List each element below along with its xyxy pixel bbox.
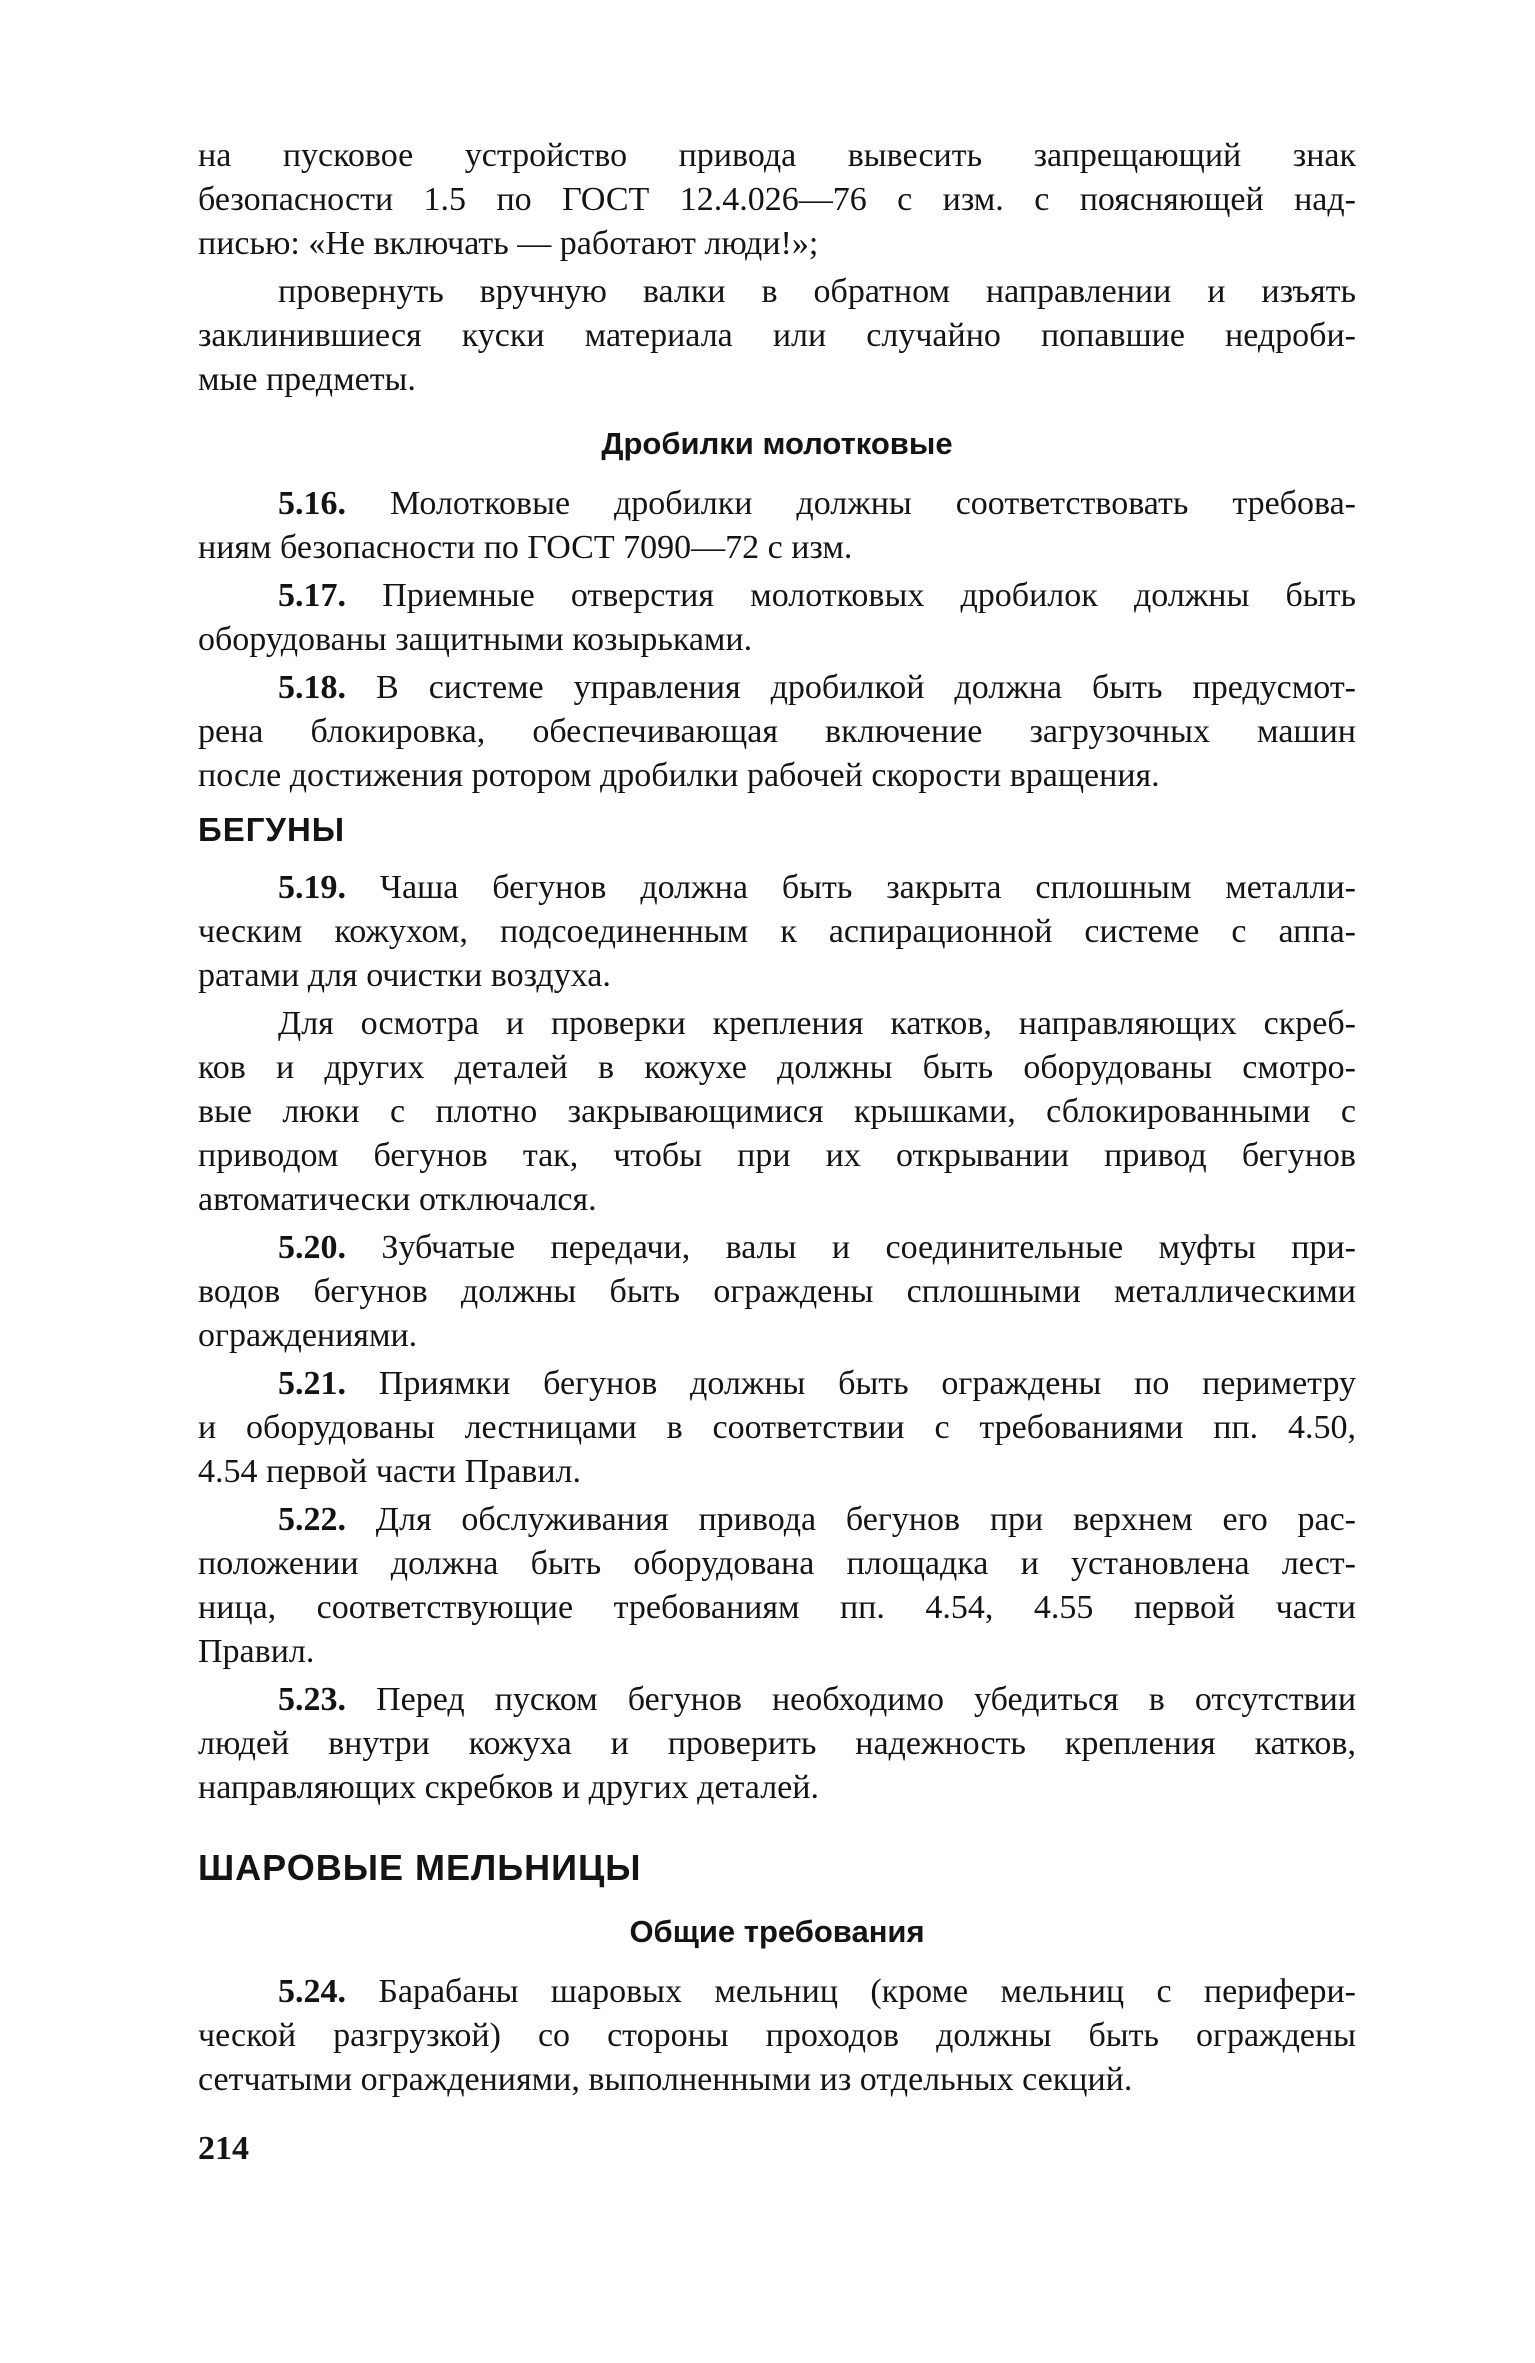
line-text: оборудованы защитными козырьками. xyxy=(198,621,753,658)
page-number: 214 xyxy=(198,2130,249,2167)
text-line xyxy=(198,1002,1356,1046)
text-line xyxy=(198,754,1356,798)
text-line xyxy=(198,1450,1356,1494)
text-line xyxy=(198,1090,1356,1134)
clause-5-20 xyxy=(198,1226,1356,1358)
line-text: 4.54 первой части Правил. xyxy=(198,1453,581,1490)
text-line xyxy=(198,1766,1356,1810)
clause-5-23 xyxy=(198,1678,1356,1810)
line-text: ница, соответствующие требованиям пп. 4.54, 4.55 первой части xyxy=(198,1589,1356,1626)
text-line xyxy=(198,618,1356,662)
line-text: вые люки с плотно закрывающимися крышками, сблокированными с xyxy=(198,1093,1356,1130)
text-line xyxy=(198,954,1356,998)
clause-number: 5.20. xyxy=(278,1229,346,1266)
line-text: на пусковое устройство привода вывесить запрещающий знак xyxy=(198,137,1356,174)
clause-5-22 xyxy=(198,1498,1356,1674)
line-text: водов бегунов должны быть ограждены сплошными металлическими xyxy=(198,1273,1356,1310)
line-text: писью: «Не включать — работают люди!»; xyxy=(198,225,819,262)
paragraph xyxy=(198,270,1356,402)
line-text: Чаша бегунов должна быть закрыта сплошным металли- xyxy=(379,869,1356,906)
text-line xyxy=(198,358,1356,402)
clause-number: 5.17. xyxy=(278,577,346,614)
clause-5-21 xyxy=(198,1362,1356,1494)
line-text: Барабаны шаровых мельниц (кроме мельниц с перифери- xyxy=(378,1973,1356,2010)
line-text: мые предметы. xyxy=(198,361,416,398)
line-text: Для обслуживания привода бегунов при верхнем его рас- xyxy=(375,1501,1356,1538)
text-line xyxy=(198,1134,1356,1178)
line-text: Зубчатые передачи, валы и соединительные муфты при- xyxy=(381,1229,1356,1266)
text-line xyxy=(198,1314,1356,1358)
clause-5-18 xyxy=(198,666,1356,798)
text-line xyxy=(198,1270,1356,1314)
clause-5-24 xyxy=(198,1970,1356,2102)
line-text: ниям безопасности по ГОСТ 7090—72 с изм. xyxy=(198,529,853,566)
line-text: после достижения ротором дробилки рабочей скорости вращения. xyxy=(198,757,1160,794)
clause-number: 5.23. xyxy=(278,1681,346,1718)
line-text: и оборудованы лестницами в соответствии с требованиями пп. 4.50, xyxy=(198,1409,1356,1446)
clause-number: 5.21. xyxy=(278,1365,346,1402)
line-text: Для осмотра и проверки крепления катков, направляющих скреб- xyxy=(278,1005,1356,1042)
line-text: направляющих скребков и других деталей. xyxy=(198,1769,819,1806)
text-line xyxy=(198,2014,1356,2058)
clause-number: 5.24. xyxy=(278,1973,346,2010)
line-text: людей внутри кожуха и проверить надежность крепления катков, xyxy=(198,1725,1356,1762)
clause-number: 5.16. xyxy=(278,485,346,522)
text-line xyxy=(198,482,1356,526)
clause-5-17 xyxy=(198,574,1356,662)
clause-number: 5.22. xyxy=(278,1501,346,1538)
text-line xyxy=(198,1362,1356,1406)
text-line xyxy=(198,666,1356,710)
section-heading: ШАРОВЫЕ МЕЛЬНИЦЫ xyxy=(198,1847,642,1888)
line-text: рена блокировка, обеспечивающая включение загрузочных машин xyxy=(198,713,1356,750)
clause-5-16 xyxy=(198,482,1356,570)
text-line xyxy=(198,1722,1356,1766)
clause-5-19 xyxy=(198,866,1356,998)
text-line xyxy=(198,1630,1356,1674)
line-text: приводом бегунов так, чтобы при их открывании привод бегунов xyxy=(198,1137,1356,1174)
line-text: автоматически отключался. xyxy=(198,1181,597,1218)
subsection-heading: Дробилки молотковые xyxy=(601,426,953,461)
text-line xyxy=(198,866,1356,910)
text-line xyxy=(198,574,1356,618)
text-line xyxy=(198,1498,1356,1542)
line-text: ков и других деталей в кожухе должны быть оборудованы смотро- xyxy=(198,1049,1356,1086)
text-line xyxy=(198,1178,1356,1222)
text-line xyxy=(198,222,1356,266)
text-line xyxy=(198,1406,1356,1450)
paragraph xyxy=(198,134,1356,266)
text-line xyxy=(198,1542,1356,1586)
line-text: сетчатыми ограждениями, выполненными из отдельных секций. xyxy=(198,2061,1133,2098)
text-line xyxy=(198,1046,1356,1090)
line-text: ратами для очистки воздуха. xyxy=(198,957,611,994)
text-line xyxy=(198,1586,1356,1630)
text-line xyxy=(198,1226,1356,1270)
line-text: ческим кожухом, подсоединенным к аспирационной системе с аппа- xyxy=(198,913,1356,950)
document-body xyxy=(198,134,1356,2106)
line-text: ограждениями. xyxy=(198,1317,418,1354)
text-line xyxy=(198,1970,1356,2014)
text-line xyxy=(198,526,1356,570)
text-line xyxy=(198,314,1356,358)
subsection-heading: Общие требования xyxy=(629,1914,925,1949)
text-line xyxy=(198,710,1356,754)
section-heading: БЕГУНЫ xyxy=(198,811,346,848)
text-line xyxy=(198,1678,1356,1722)
paragraph xyxy=(198,1002,1356,1222)
clause-number: 5.19. xyxy=(278,869,346,906)
line-text: Перед пуском бегунов необходимо убедиться в отсутствии xyxy=(376,1681,1357,1718)
line-text: Молотковые дробилки должны соответствовать требова- xyxy=(389,485,1356,522)
clause-number: 5.18. xyxy=(278,669,346,706)
line-text: безопасности 1.5 по ГОСТ 12.4.026—76 с изм. с поясняющей над- xyxy=(198,181,1356,218)
text-line xyxy=(198,910,1356,954)
text-line xyxy=(198,2058,1356,2102)
line-text: Правил. xyxy=(198,1633,315,1670)
line-text: заклинившиеся куски материала или случайно попавшие недроби- xyxy=(198,317,1356,354)
text-line xyxy=(198,178,1356,222)
line-text: провернуть вручную валки в обратном направлении и изъять xyxy=(278,273,1356,310)
text-line xyxy=(198,270,1356,314)
line-text: В системе управления дробилкой должна быть предусмот- xyxy=(376,669,1356,706)
line-text: ческой разгрузкой) со стороны проходов должны быть ограждены xyxy=(198,2017,1356,2054)
text-line xyxy=(198,134,1356,178)
line-text: Приемные отверстия молотковых дробилок должны быть xyxy=(382,577,1357,614)
line-text: Приямки бегунов должны быть ограждены по периметру xyxy=(378,1365,1357,1402)
line-text: положении должна быть оборудована площадка и установлена лест- xyxy=(198,1545,1356,1582)
